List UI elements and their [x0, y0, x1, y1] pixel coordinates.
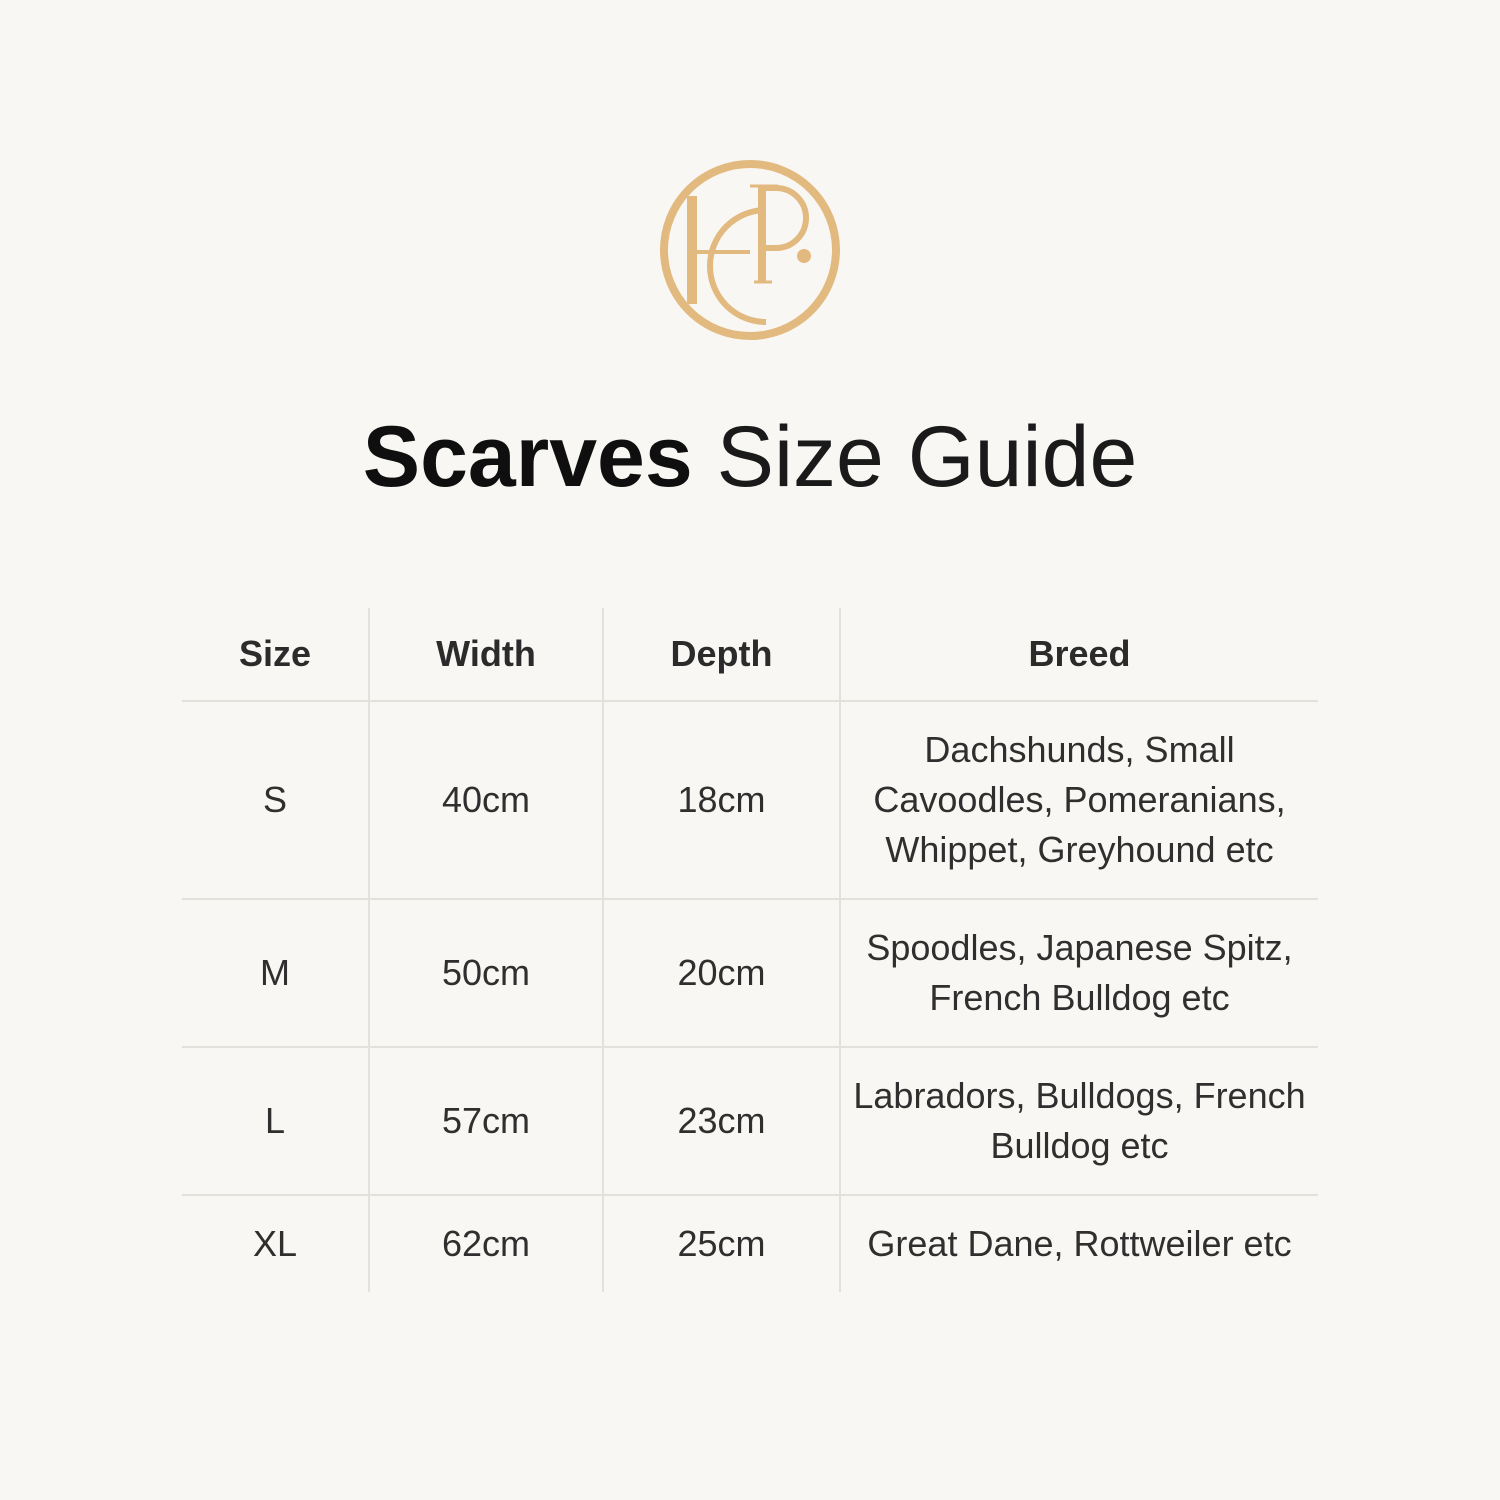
- table-header-row: [182, 608, 1318, 701]
- header-size: Size: [182, 608, 369, 701]
- cell-breed: Dachshunds, Small Cavoodles, Pomeranians, Whippet, Greyhound etc: [840, 701, 1318, 899]
- cell-width: 57cm: [369, 1047, 603, 1195]
- cell-size: M: [182, 899, 369, 1047]
- cell-width: 50cm: [369, 899, 603, 1047]
- cell-size: S: [182, 701, 369, 899]
- cell-width: 40cm: [369, 701, 603, 899]
- title-light-words: Size Guide: [716, 409, 1138, 505]
- size-guide-table: [182, 608, 1318, 1292]
- cell-size: L: [182, 1047, 369, 1195]
- table-row: [182, 1195, 1318, 1292]
- table-row: [182, 701, 1318, 899]
- monogram-logo-icon: [658, 158, 842, 342]
- header-depth: Depth: [603, 608, 840, 701]
- cell-size: XL: [252, 1223, 298, 1264]
- cell-depth: 18cm: [603, 701, 840, 899]
- title-bold-word: Scarves: [362, 409, 693, 505]
- cell-width: 62cm: [369, 1195, 603, 1292]
- cell-depth: 23cm: [603, 1047, 840, 1195]
- table-row: [182, 1047, 1318, 1195]
- cell-breed: Great Dane, Rottweiler etc: [840, 1195, 1318, 1292]
- cell-depth: 25cm: [603, 1195, 840, 1292]
- table-row: [182, 899, 1318, 1047]
- page-title: [0, 402, 1500, 512]
- cell-breed: Labradors, Bulldogs, French Bulldog etc: [840, 1047, 1318, 1195]
- header-breed: Breed: [840, 608, 1318, 701]
- cell-breed: Spoodles, Japanese Spitz, French Bulldog etc: [840, 899, 1318, 1047]
- header-width: Width: [369, 608, 603, 701]
- cell-depth: 20cm: [603, 899, 840, 1047]
